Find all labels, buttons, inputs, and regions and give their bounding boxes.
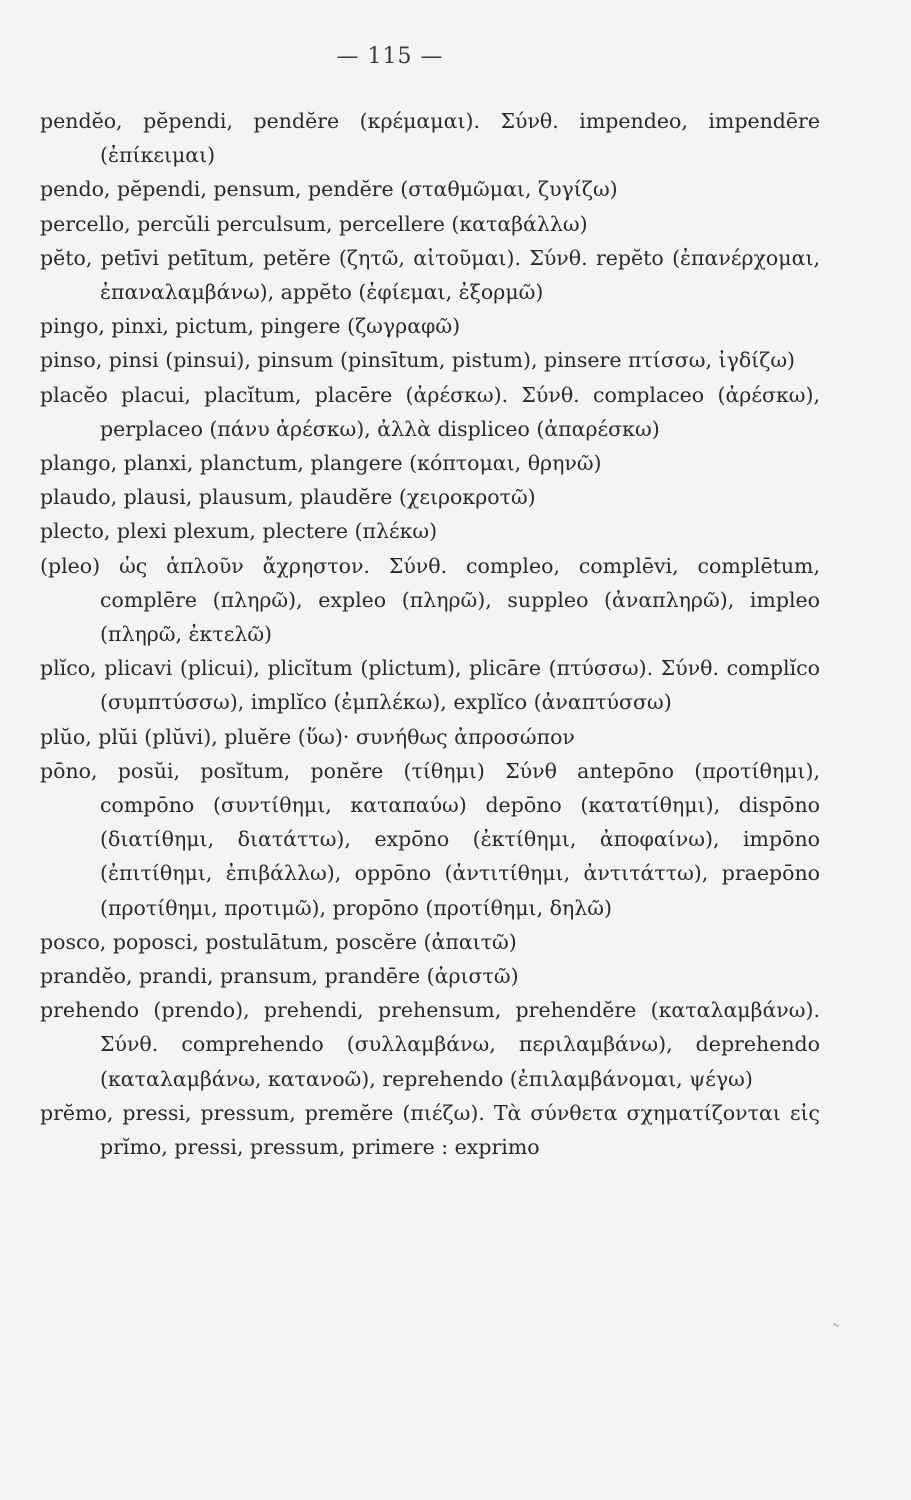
entry-pleo: (pleo) ὡς ἁπλοῦν ἄχρηστον. Σύνθ. compleo, complēvi, complētum, complēre (πληρῶ), expleo (πληρῶ), suppleo (ἀναπληρῶ), impleo (πληρῶ, ἐκτελῶ) — [40, 553, 820, 647]
entry-premo: prĕmo, pressi, pressum, premĕre (πιέζω). Τὰ σύνθετα σχηματίζονται εἰς prĭmo, pressi, pressum, primere : exprimo — [40, 1100, 820, 1160]
entry-pendeo: pendĕo, pĕpendi, pendĕre (κρέμαμαι). Σύνθ. impendeo, impendēre (ἐπίκειμαι) — [40, 109, 820, 168]
entry-pendo: pendo, pĕpendi, pensum, pendĕre (σταθμῶμαι, ζυγίζω) — [40, 177, 618, 202]
entry-plico: plĭco, plicavi (plicui), plicĭtum (plictum), plicāre (πτύσσω). Σύνθ. complĭco (συμπτύσσω), implĭco (ἐμπλέκω), explĭco (ἀναπτύσσω) — [40, 656, 820, 715]
entry-peto: pĕto, petīvi petītum, petĕre (ζητῶ, αἰτοῦμαι). Σύνθ. repĕto (ἐπανέρχομαι, ἐπαναλαμβάνω), appĕto (ἐφίεμαι, ἐξορμῶ) — [40, 245, 820, 305]
dictionary-entries — [40, 104, 820, 1164]
entry-prehendo: prehendo (prendo), prehendi, prehensum, prehendĕre (καταλαμβάνω). Σύνθ. comprehendo (συλλαμβάνω, περιλαμβάνω), deprehendo (καταλαμβάνω, κατανοῶ), reprehendo (ἐπιλαμβάνομαι, ψέγω) — [40, 998, 820, 1091]
entry-plango: plango, planxi, planctum, plangere (κόπτομαι, θρηνῶ) — [40, 451, 602, 476]
entry-posco: posco, poposci, postulātum, poscĕre (ἀπαιτῶ) — [40, 929, 517, 954]
page-number: — 115 — — [336, 44, 444, 69]
entry-percello: percello, percŭli perculsum, percellere (καταβάλλω) — [40, 211, 588, 236]
entry-pingo: pingo, pinxi, pictum, pingere (ζωγραφῶ) — [40, 314, 461, 339]
entry-plecto: plecto, plexi plexum, plectere (πλέκω) — [40, 519, 438, 544]
entry-pinso: pinso, pinsi (pinsui), pinsum (pinsītum, pistum), pinsere πτίσσω, ἰγδίζω) — [40, 348, 796, 373]
ink-speck — [833, 1323, 839, 1327]
entry-pono: pōno, posŭi, posĭtum, ponĕre (τίθημι) Σύνθ antepōno (προτίθημι), compōno (συντίθημι, καταπαύω) depōno (κατατίθημι), dispōno (διατίθημι, διατάττω), expōno (ἐκτίθημι, ἀποφαίνω), impōno (ἐπιτίθημι, ἐπιβάλλω), oppōno (ἀντιτίθημι, ἀντιτάττω), praepōno (προτίθημι, προτιμῶ), propōno (προτίθημι, δηλῶ) — [40, 758, 820, 920]
entry-prandeo: prandĕo, prandi, pransum, prandēre (ἀριστῶ) — [40, 964, 519, 989]
entry-placeo: placĕo placui, placĭtum, placēre (ἀρέσκω). Σύνθ. complaceo (ἀρέσκω), perplaceo (πάνυ ἀρέσκω), ἀλλὰ displiceo (ἀπαρέσκω) — [40, 382, 820, 441]
entry-pluo: plŭo, plŭi (plŭvi), pluĕre (ὕω)· συνήθως ἀπροσώπον — [40, 724, 575, 749]
entry-plaudo: plaudo, plausi, plausum, plaudĕre (χειροκροτῶ) — [40, 485, 536, 510]
